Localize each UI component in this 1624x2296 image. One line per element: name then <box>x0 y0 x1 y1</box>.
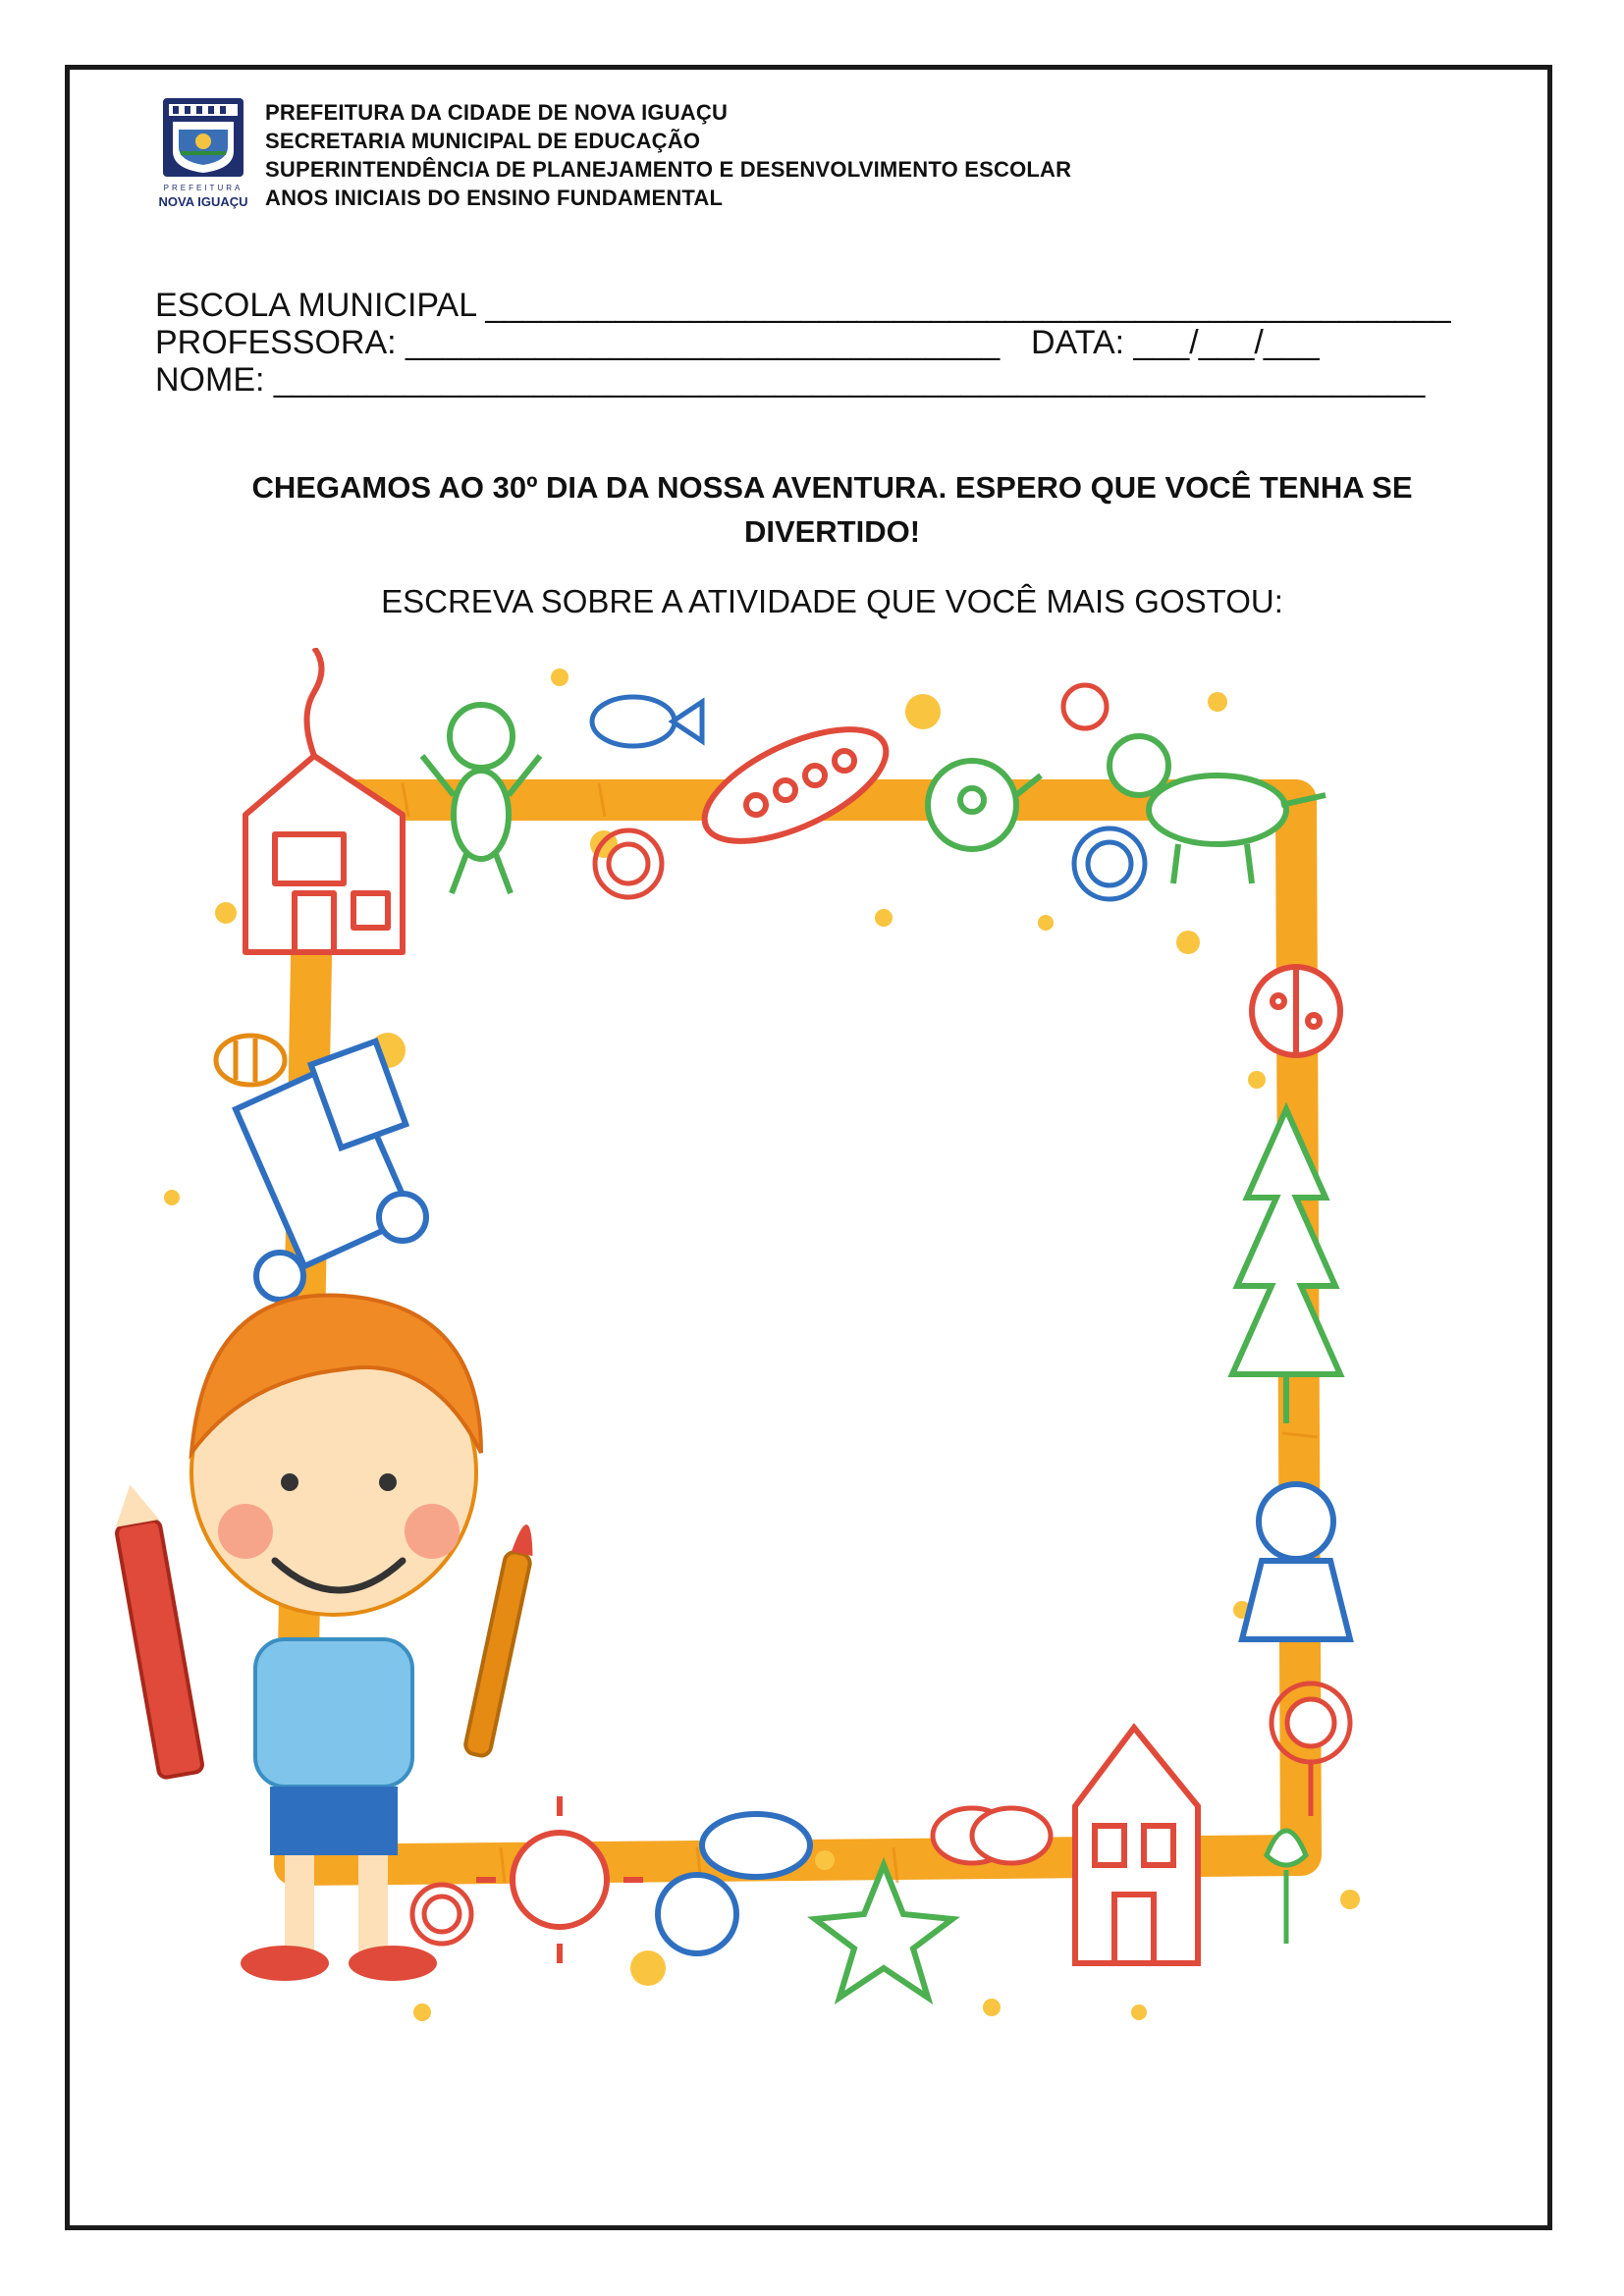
pencil-icon <box>109 1481 203 1779</box>
tree-doodle-icon <box>1232 1109 1340 1423</box>
ladybug-doodle-icon <box>1252 967 1340 1055</box>
girl-doodle-icon <box>1242 1484 1350 1639</box>
tulip-doodle-icon <box>1267 1831 1306 1944</box>
flower-blue-doodle-icon <box>1074 828 1145 899</box>
nome-field[interactable]: NOME: ______________________________________________________________ <box>155 361 1426 399</box>
headline-line-1: CHEGAMOS AO 30º DIA DA NOSSA AVENTURA. ESPERO QUE VOCÊ TENHA SE <box>251 470 1413 505</box>
logo-small-text: PREFEITURA <box>163 184 244 192</box>
header-line-2: SECRETARIA MUNICIPAL DE EDUCAÇÃO <box>265 129 701 153</box>
doodle-frame-illustration <box>108 648 1404 2052</box>
city-crest-icon <box>151 96 255 212</box>
header-line-3: SUPERINTENDÊNCIA DE PLANEJAMENTO E DESENVOLVIMENTO ESCOLAR <box>265 157 1072 182</box>
frame-band <box>295 800 1301 1865</box>
header-line-4: ANOS INICIAIS DO ENSINO FUNDAMENTAL <box>265 186 724 210</box>
bee-doodle-icon <box>216 1036 285 1085</box>
instruction-text: ESCREVA SOBRE A ATIVIDADE QUE VOCÊ MAIS GOSTOU: <box>381 583 1283 619</box>
logo-name-text: NOVA IGUAÇU <box>158 194 248 209</box>
headline-line-2: DIVERTIDO! <box>743 514 921 549</box>
butterfly-doodle-icon <box>933 1808 1051 1863</box>
paintbrush-icon <box>463 1522 538 1757</box>
airplane-doodle-icon <box>689 707 902 865</box>
star-doodle-icon <box>815 1865 952 1998</box>
headline <box>147 465 1517 554</box>
institution-header <box>265 98 1071 212</box>
header-line-1: PREFEITURA DA CIDADE DE NOVA IGUAÇU <box>265 100 729 125</box>
escola-field[interactable]: ESCOLA MUNICIPAL ____________________________________________________ <box>155 287 1451 324</box>
professora-field[interactable]: PROFESSORA: ________________________________ <box>155 324 1001 361</box>
house-doodle-icon <box>245 648 403 952</box>
date-field[interactable]: DATA: ___/___/___ <box>1031 324 1320 361</box>
fish-doodle-icon <box>592 697 702 746</box>
cat-bottom-doodle-icon <box>658 1814 810 1953</box>
house-bottom-doodle-icon <box>1075 1728 1198 1963</box>
small-flower-doodle-icon <box>412 1885 471 1944</box>
